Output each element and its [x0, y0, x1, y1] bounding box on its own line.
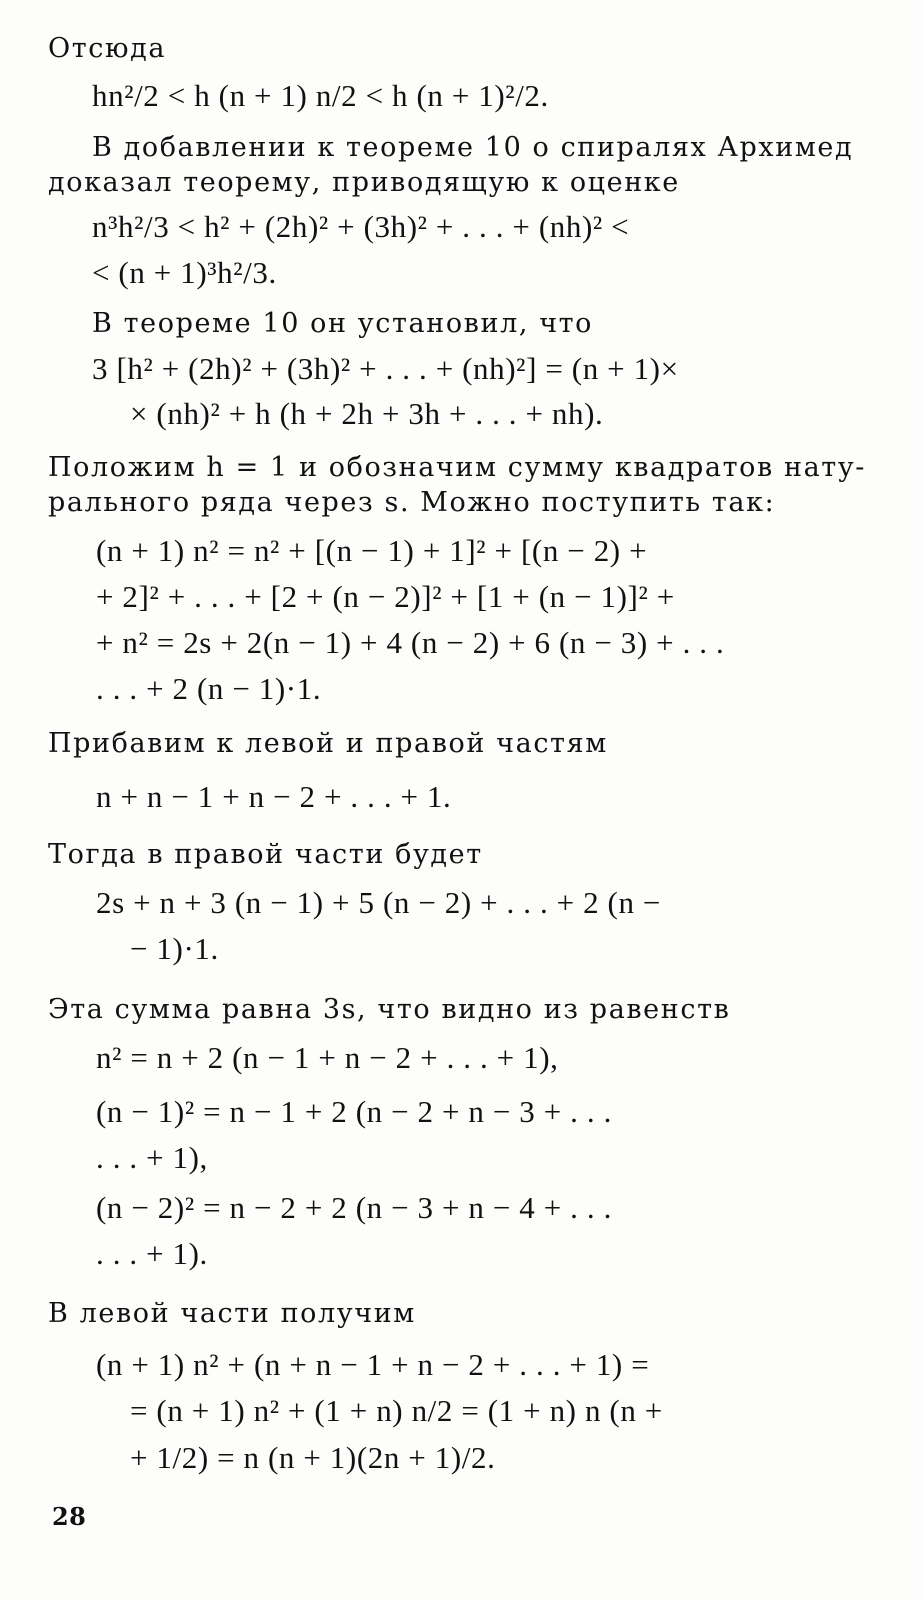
text-line: Эта сумма равна 3s, что видно из равенств	[48, 994, 731, 1025]
formula-line: . . . + 1),	[96, 1140, 208, 1175]
formula-line: 3 [h² + (2h)² + (3h)² + . . . + (nh)²] = (n + 1)×	[92, 351, 679, 386]
text-line: Прибавим к левой и правой частям	[48, 728, 608, 759]
text-line: В левой части получим	[48, 1298, 416, 1329]
formula-line: 2s + n + 3 (n − 1) + 5 (n − 2) + . . . + 2 (n −	[96, 885, 661, 920]
formula-line: . . . + 2 (n − 1)·1.	[96, 671, 322, 706]
formula-line: n² = n + 2 (n − 1 + n − 2 + . . . + 1),	[96, 1040, 559, 1075]
formula-line: n³h²/3 < h² + (2h)² + (3h)² + . . . + (nh)² <	[92, 209, 630, 244]
formula-line: + 1/2) = n (n + 1)(2n + 1)/2.	[130, 1440, 496, 1475]
text-line: рального ряда через s. Можно поступить так:	[48, 487, 776, 518]
formula-line: . . . + 1).	[96, 1236, 208, 1271]
text-line: В добавлении к теореме 10 о спиралях Архимед	[92, 132, 854, 163]
formula-line: + 2]² + . . . + [2 + (n − 2)]² + [1 + (n − 1)]² +	[96, 579, 675, 614]
formula-line: − 1)·1.	[130, 931, 219, 966]
formula-line: = (n + 1) n² + (1 + n) n/2 = (1 + n) n (n +	[130, 1393, 663, 1428]
text-line: В теореме 10 он установил, что	[92, 308, 594, 339]
formula-line: × (nh)² + h (h + 2h + 3h + . . . + nh).	[130, 396, 604, 431]
formula-line: (n − 2)² = n − 2 + 2 (n − 3 + n − 4 + . . .	[96, 1190, 612, 1225]
text-line: Тогда в правой части будет	[48, 839, 483, 870]
formula-line: (n − 1)² = n − 1 + 2 (n − 2 + n − 3 + . . .	[96, 1094, 612, 1129]
formula-line: hn²/2 < h (n + 1) n/2 < h (n + 1)²/2.	[92, 78, 549, 113]
formula-line: n + n − 1 + n − 2 + . . . + 1.	[96, 779, 452, 814]
formula-line: (n + 1) n² + (n + n − 1 + n − 2 + . . . + 1) =	[96, 1347, 650, 1382]
formula-line: + n² = 2s + 2(n − 1) + 4 (n − 2) + 6 (n − 3) + . . .	[96, 625, 725, 660]
text-line: Отсюда	[48, 33, 167, 64]
formula-line: (n + 1) n² = n² + [(n − 1) + 1]² + [(n − 2) +	[96, 533, 648, 568]
text-line: Положим h = 1 и обозначим сумму квадратов нату-	[48, 452, 867, 483]
text-line: доказал теорему, приводящую к оценке	[48, 167, 680, 198]
formula-line: < (n + 1)³h²/3.	[92, 255, 277, 290]
page-number: 28	[52, 1502, 87, 1531]
